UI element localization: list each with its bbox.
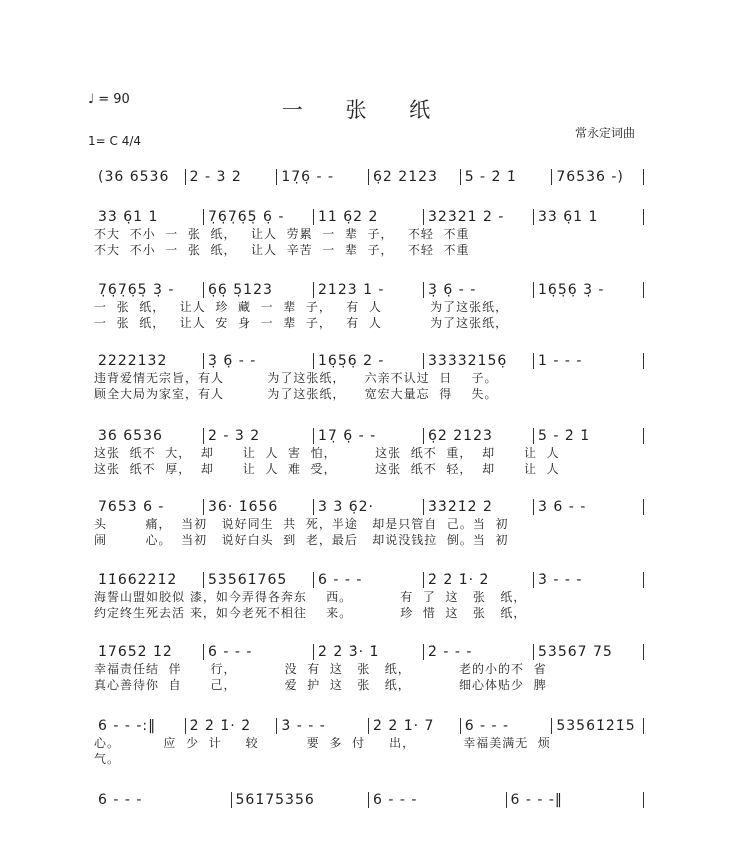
measure: 3 6 - -	[538, 499, 587, 515]
measure: 6 - - -‖	[510, 792, 563, 808]
score-row	[94, 717, 644, 767]
score-row	[94, 281, 644, 331]
bar-line	[643, 644, 644, 660]
score-row	[94, 498, 644, 548]
lyric-line: 不大 不小 一 张 纸， 让人 辛苦 一 辈 子， 不轻 不重	[94, 243, 470, 257]
measure: 2123 1 -	[318, 282, 385, 298]
measure: 6 - - -	[464, 718, 510, 734]
lyric-line: 一 张 纸， 让人 安 身 一 辈 子， 有 人 为了这张纸，	[94, 316, 509, 330]
measure: 2̇ 2̇ 3̇· 1̇	[318, 644, 380, 660]
measure: 1̇7652̇ 1̇2̇	[98, 644, 173, 660]
measure: 7̣6̣7̣6̣5̣ 3̣ -	[98, 282, 175, 298]
lyric-line: 幸福责任结 伴 行， 没 有 这 张 纸， 老的小的不 省	[94, 662, 547, 676]
measure: 11 6̣2 2	[318, 209, 379, 225]
measure: 3̇ - - -	[538, 572, 583, 588]
bar-line	[643, 792, 644, 808]
measure: 561̇75356	[235, 792, 315, 808]
measure: 32321 2 -	[428, 209, 505, 225]
measure: 3̣ 6̣ - -	[208, 353, 257, 369]
measure: 76536 -)	[556, 169, 624, 185]
score-row	[94, 791, 644, 809]
bar-line	[643, 428, 644, 444]
lyric-line: 气。	[94, 752, 121, 766]
lyric-line: 一 张 纸， 让人 珍 藏 一 辈 子， 有 人 为了这张纸，	[94, 300, 509, 314]
song-title: 一 张 纸	[281, 98, 449, 122]
lyric-line: 头 痛， 当初 说好同生 共 死，半途 却是只管自 己。当 初	[94, 517, 509, 531]
bar-line	[643, 209, 644, 225]
notation-line	[94, 791, 644, 809]
measure: 53561̇2̇1̇5	[556, 718, 636, 734]
score-row	[94, 643, 644, 693]
measure: 33 6̣1 1	[538, 209, 599, 225]
measure: 1 - - -	[538, 353, 583, 369]
score-row	[94, 427, 644, 477]
notation-line	[94, 498, 644, 516]
measure: 2̇ 2̇ 1̇· 2̇	[428, 572, 490, 588]
measure: 7653 6 -	[98, 499, 165, 515]
score-row	[94, 352, 644, 402]
measure: 53567 75	[538, 644, 613, 660]
measure: 33332156̣	[428, 353, 508, 369]
lyric-line: 违背爱情无宗旨，有人 为了这张纸， 六亲不认过 日 子。	[94, 371, 498, 385]
lyric-line: 闹 心。 当初 说好白头 到 老，最后 却说没钱拉 倒。当 初	[94, 533, 509, 547]
measure: 33 6̣1 1	[98, 209, 159, 225]
measure: 6̣2 2123	[373, 169, 438, 185]
measure: 17̣ 6̣ - -	[318, 428, 377, 444]
measure: 6 - - -	[373, 792, 418, 808]
measure: 3 3 6̣2·	[318, 499, 374, 515]
measure: 5 - 2̇ 1̇	[464, 169, 517, 185]
measure: 53561̇765	[208, 572, 288, 588]
measure: 6 - - -:‖	[98, 718, 157, 734]
measure: 36 6536	[98, 428, 163, 444]
key-signature: 1= C 4/4	[88, 134, 142, 148]
measure: 5 - 2̇ 1̇	[538, 428, 591, 444]
measure: 2 - 3 2	[189, 169, 242, 185]
measure: 36· 1̇656	[208, 499, 279, 515]
composer-credit: 常永定词曲	[575, 126, 636, 140]
lyric-line: 海誓山盟如胶似 漆，如今弄得各奔东 西。 有 了 这 张 纸，	[94, 590, 527, 604]
measure: 2222132	[98, 353, 168, 369]
notation-line	[94, 643, 644, 661]
lyric-line: 心。 应 少 计 较 要 多 付 出， 幸福美满无 烦	[94, 736, 551, 750]
lyric-line: 这张 纸不 厚， 却 让 人 难 受， 这张 纸不 轻， 却 让 人	[94, 462, 560, 476]
bar-line	[643, 169, 644, 185]
score-row	[94, 168, 644, 186]
notation-line	[94, 352, 644, 370]
measure: 2 - 3 2	[208, 428, 261, 444]
measure: 7̣6̣7̣6̣5̣ 6̣ -	[208, 209, 285, 225]
bar-line	[643, 718, 644, 734]
notation-line	[94, 427, 644, 445]
lyric-line: 这张 纸不 大， 却 让 人 害 怕， 这张 纸不 重， 却 让 人	[94, 446, 560, 460]
measure: 6 - - -	[208, 644, 253, 660]
score-row	[94, 571, 644, 621]
measure: 16̣5̣6̣ 3̣ -	[538, 282, 605, 298]
measure: 2̇ 2̇ 1̇· 2̇	[189, 718, 252, 734]
measure: 3̣ 6̣ - -	[428, 282, 477, 298]
measure: 3̇ - - -	[281, 718, 326, 734]
measure: 2̇ - - -	[428, 644, 473, 660]
bar-line	[643, 353, 644, 369]
lyric-line: 约定终生死去活 来，如今老死不相往 来。 珍 惜 这 张 纸，	[94, 606, 527, 620]
measure: 1̇1̇662̇2̇1̇2̇	[98, 572, 178, 588]
notation-line	[94, 571, 644, 589]
tempo-marking: ♩ = 90	[88, 92, 130, 107]
lyric-line: 不大 不小 一 张 纸， 让人 劳累 一 辈 子， 不轻 不重	[94, 227, 470, 241]
measure: 2̇ 2̇ 1̇· 7	[373, 718, 435, 734]
measure: 3̇3̇2̇1̇2̇ 2̇	[428, 499, 493, 515]
measure: 6 - - -	[98, 792, 143, 808]
notation-line	[94, 717, 644, 735]
bar-line	[643, 572, 644, 588]
measure: (36 6536	[98, 169, 170, 185]
measure: 6̣6̣ 5̣123	[208, 282, 273, 298]
lyric-line: 顾全大局为家室，有人 为了这张纸， 宽宏大量忘 得 失。	[94, 387, 498, 401]
measure: 6 - - -	[318, 572, 363, 588]
measure: 17̣6̣ - -	[281, 169, 335, 185]
bar-line	[643, 282, 644, 298]
measure: 16̣5̣6̣ 2 -	[318, 353, 385, 369]
notation-line	[94, 281, 644, 299]
notation-line	[94, 208, 644, 226]
notation-line	[94, 168, 644, 186]
score-row	[94, 208, 644, 258]
measure: 6̣2 2123	[428, 428, 493, 444]
bar-line	[643, 499, 644, 515]
lyric-line: 真心善待你 自 己， 爱 护 这 张 纸， 细心体贴少 脾	[94, 678, 547, 692]
